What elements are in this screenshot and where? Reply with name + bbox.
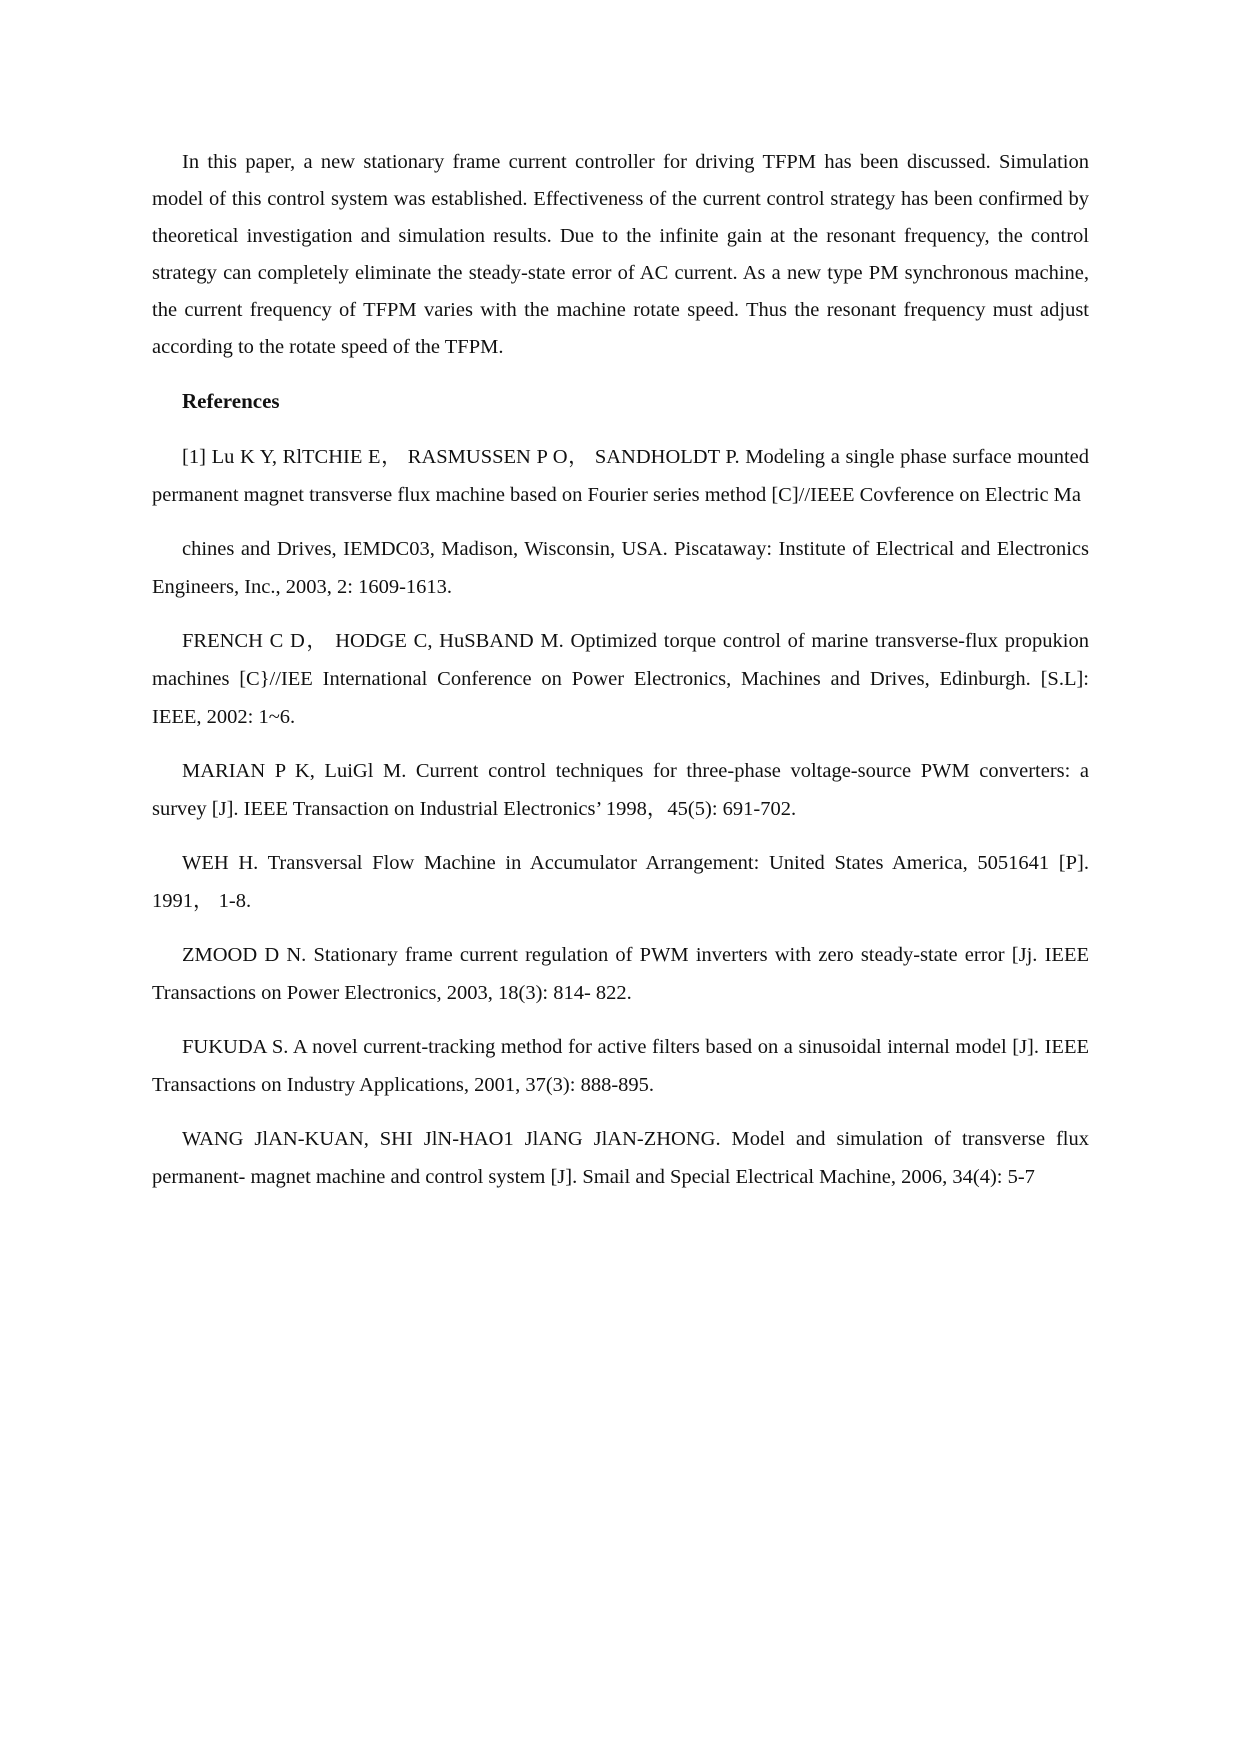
references-heading: References (182, 389, 280, 413)
reference-item: FUKUDA S. A novel current-tracking method for active filters based on a sinusoidal internal model [J]. IEEE Transactions on Industry Applications, 2001, 37(3): 888-895. (152, 1036, 1089, 1096)
reference-item: ZMOOD D N. Stationary frame current regulation of PWM inverters with zero steady-state error [Jj. IEEE Transactions on Power Electronics, 2003, 18(3): 814- 822. (152, 944, 1089, 1004)
reference-item: chines and Drives, IEMDC03, Madison, Wisconsin, USA. Piscataway: Institute of Electrical and Electronics Engineers, Inc., 2003, 2: 1609-1613. (152, 538, 1089, 598)
reference-item: [1] Lu K Y, RlTCHIE E， RASMUSSEN P O， SANDHOLDT P. Modeling a single phase surface mounted permanent magnet transverse flux machine based on Fourier series method [C]//IEEE Covference on Electric Ma (152, 446, 1089, 506)
page-content (152, 144, 1089, 1212)
reference-item: WANG JlAN-KUAN, SHI JlN-HAO1 JlANG JlAN-ZHONG. Model and simulation of transverse flux permanent- magnet machine and control system [J]. Smail and Special Electrical Machine, 2006, 34(4): 5-7 (152, 1128, 1089, 1188)
reference-item: MARIAN P K, LuiGl M. Current control techniques for three-phase voltage-source PWM converters: a survey [J]. IEEE Transaction on Industrial Electronics’ 1998，45(5): 691-702. (152, 760, 1089, 820)
reference-item: WEH H. Transversal Flow Machine in Accumulator Arrangement: United States America, 5051641 [P]. 1991， 1-8. (152, 852, 1089, 912)
reference-item: FRENCH C D， HODGE C, HuSBAND M. Optimized torque control of marine transverse-flux propukion machines [C}//IEE International Conference on Power Electronics, Machines and Drives, Edinburgh. [S.L]: IEEE, 2002: 1~6. (152, 630, 1089, 728)
conclusion-paragraph: In this paper, a new stationary frame current controller for driving TFPM has been discussed. Simulation model of this control system was established. Effectiveness of the current control strategy has been confirmed by theoretical investigation and simulation results. Due to the infinite gain at the resonant frequency, the control strategy can completely eliminate the steady-state error of AC current. As a new type PM synchronous machine, the current frequency of TFPM varies with the machine rotate speed. Thus the resonant frequency must adjust according to the rotate speed of the TFPM. (152, 151, 1089, 358)
reference-list (152, 438, 1089, 1196)
